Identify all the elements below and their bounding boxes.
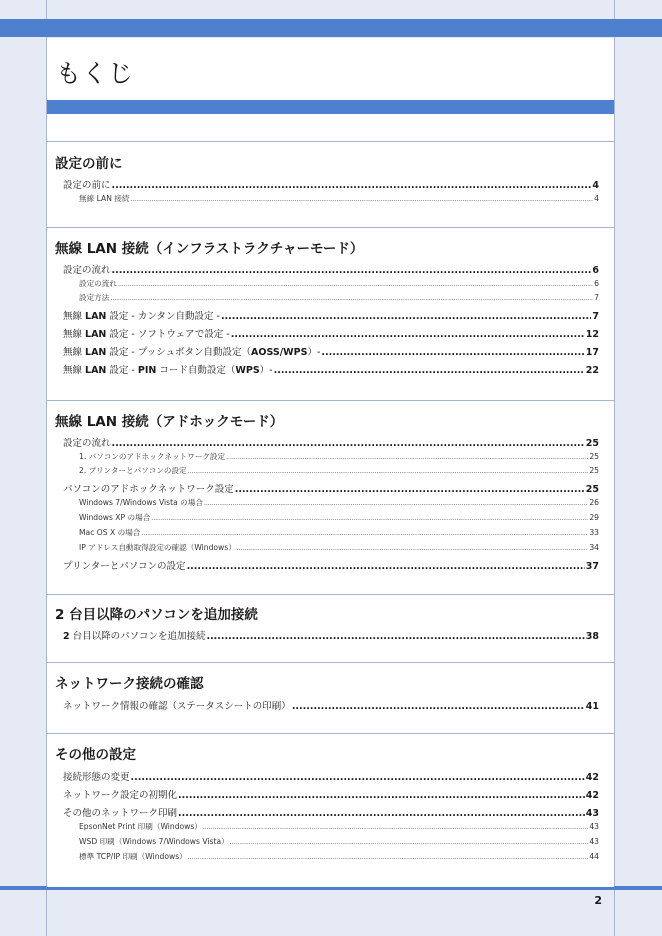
toc-subentry[interactable] (79, 465, 599, 476)
toc-entry-title: 2. プリンターとパソコンの設定 (79, 466, 187, 475)
toc-entry[interactable] (63, 262, 599, 276)
toc-page-number: 26 (589, 498, 599, 507)
leader-dots (226, 454, 588, 461)
toc-entry-title: 無線 LAN 接続 (79, 194, 130, 203)
section-heading: 2 台目以降のパソコンを追加接続 (55, 607, 258, 623)
toc-subentry[interactable] (79, 527, 599, 538)
section-heading: その他の設定 (55, 747, 136, 763)
leader-dots (118, 281, 593, 288)
section-heading: 設定の前に (55, 156, 123, 172)
toc-entry-title: Windows 7/Windows Vista の場合 (79, 498, 203, 507)
leader-dots (206, 631, 584, 642)
toc-entry-title: 接続形態の変更 (63, 772, 130, 783)
toc-subentry[interactable] (79, 836, 599, 847)
toc-page-number: 7 (592, 311, 599, 322)
title-bar (47, 100, 614, 114)
leader-dots (130, 196, 593, 203)
toc-entry[interactable] (63, 628, 599, 642)
toc-page-number: 4 (592, 180, 599, 191)
toc-page-number: 7 (594, 293, 599, 302)
toc-subentry[interactable] (79, 542, 599, 553)
toc-page-number: 42 (585, 790, 599, 801)
toc-entry[interactable] (63, 698, 599, 712)
toc-page-number: 38 (585, 631, 599, 642)
toc-entry-title: パソコンのアドホックネットワーク設定 (63, 484, 234, 495)
toc-page-number: 25 (589, 466, 599, 475)
toc-entry-title: 無線 LAN 設定 - カンタン自動設定 - (63, 311, 220, 322)
leader-dots (221, 311, 591, 322)
leader-dots (230, 839, 589, 846)
toc-page-number: 12 (585, 329, 599, 340)
toc-page-number: 22 (585, 365, 599, 376)
toc-entry-title: 設定の流れ (79, 279, 117, 288)
toc-entry-title: プリンターとパソコンの設定 (63, 561, 186, 572)
leader-dots (187, 561, 585, 572)
toc-section (47, 227, 614, 401)
leader-dots (203, 824, 588, 831)
toc-entry-title: 設定方法 (79, 293, 110, 302)
toc-entry-title: 無線 LAN 設定 - PIN コード自動設定（WPS）- (63, 365, 273, 376)
toc-page-number: 43 (589, 837, 599, 846)
leader-dots (321, 347, 584, 358)
toc-subentry[interactable] (79, 512, 599, 523)
toc-entry-title: EpsonNet Print 印刷（Windows） (79, 822, 202, 831)
toc-subentry[interactable] (79, 451, 599, 462)
toc-page (47, 38, 614, 887)
toc-entry-title: 設定の流れ (63, 438, 111, 449)
toc-subentry[interactable] (79, 851, 599, 862)
leader-dots (131, 772, 585, 783)
toc-entry-title: Windows XP の場合 (79, 513, 151, 522)
toc-page-number: 43 (589, 822, 599, 831)
leader-dots (151, 515, 588, 522)
toc-page-number: 6 (594, 279, 599, 288)
toc-entry[interactable] (63, 769, 599, 783)
toc-page-number: 25 (585, 438, 599, 449)
toc-page-number: 17 (585, 347, 599, 358)
section-heading: 無線 LAN 接続（インフラストラクチャーモード） (55, 241, 364, 257)
leader-dots (237, 545, 589, 552)
leader-dots (112, 438, 585, 449)
leader-dots (178, 808, 585, 819)
toc-entry[interactable] (63, 326, 599, 340)
toc-entry-title: 無線 LAN 設定 - プッシュボタン自動設定（AOSS/WPS）- (63, 347, 321, 358)
toc-section (47, 400, 614, 595)
toc-entry-title: 無線 LAN 設定 - ソフトウェアで設定 - (63, 329, 230, 340)
toc-subentry[interactable] (79, 193, 599, 204)
page-number: 2 (594, 894, 602, 907)
toc-page-number: 41 (585, 701, 599, 712)
leader-dots (188, 854, 589, 861)
toc-entry-title: 設定の流れ (63, 265, 111, 276)
toc-entry-title: 設定の前に (63, 180, 111, 191)
toc-page-number: 4 (594, 194, 599, 203)
toc-entry[interactable] (63, 481, 599, 495)
toc-entry[interactable] (63, 805, 599, 819)
leader-dots (141, 530, 588, 537)
toc-entry-title: WSD 印刷（Windows 7/Windows Vista） (79, 837, 229, 846)
toc-section (47, 141, 614, 228)
leader-dots (292, 701, 585, 712)
toc-page-number: 33 (589, 528, 599, 537)
toc-page-number: 42 (585, 772, 599, 783)
toc-entry[interactable] (63, 435, 599, 449)
leader-dots (178, 790, 585, 801)
leader-dots (112, 265, 592, 276)
toc-entry[interactable] (63, 344, 599, 358)
leader-dots (112, 180, 592, 191)
toc-section (47, 662, 614, 735)
leader-dots (274, 365, 585, 376)
page-title: もくじ (56, 59, 135, 88)
header-band (0, 19, 662, 37)
toc-page-number: 25 (585, 484, 599, 495)
toc-page-number: 34 (589, 543, 599, 552)
leader-dots (110, 295, 593, 302)
leader-dots (231, 329, 585, 340)
toc-page-number: 43 (585, 808, 599, 819)
margin-guide-right (614, 0, 615, 936)
toc-page-number: 44 (589, 852, 599, 861)
toc-entry-title: 標準 TCP/IP 印刷（Windows） (79, 852, 187, 861)
leader-dots (235, 484, 585, 495)
toc-page-number: 37 (585, 561, 599, 572)
toc-subentry[interactable] (79, 497, 599, 508)
leader-dots (188, 468, 589, 475)
toc-subentry[interactable] (79, 278, 599, 289)
toc-section (47, 733, 614, 888)
toc-subentry[interactable] (79, 292, 599, 303)
toc-entry-title: その他のネットワーク印刷 (63, 808, 178, 819)
leader-dots (204, 500, 588, 507)
toc-section (47, 594, 614, 663)
toc-entry-title: ネットワーク設定の初期化 (63, 790, 178, 801)
toc-entry-title: 2 台目以降のパソコンを追加接続 (63, 631, 206, 642)
toc-entry[interactable] (63, 362, 599, 376)
toc-entry-title: Mac OS X の場合 (79, 528, 141, 537)
toc-entry-title: ネットワーク情報の確認（ステータスシートの印刷） (63, 701, 291, 712)
toc-entry-title: 1. パソコンのアドホックネットワーク設定 (79, 452, 226, 461)
section-heading: 無線 LAN 接続（アドホックモード） (55, 414, 284, 430)
toc-entry[interactable] (63, 308, 599, 322)
toc-entry[interactable] (63, 558, 599, 572)
toc-subentry[interactable] (79, 821, 599, 832)
toc-entry-title: IP アドレス自動取得設定の確認（Windows） (79, 543, 236, 552)
section-heading: ネットワーク接続の確認 (55, 676, 204, 692)
toc-page-number: 29 (589, 513, 599, 522)
toc-entry[interactable] (63, 177, 599, 191)
toc-entry[interactable] (63, 787, 599, 801)
toc-page-number: 25 (589, 452, 599, 461)
toc-page-number: 6 (592, 265, 599, 276)
